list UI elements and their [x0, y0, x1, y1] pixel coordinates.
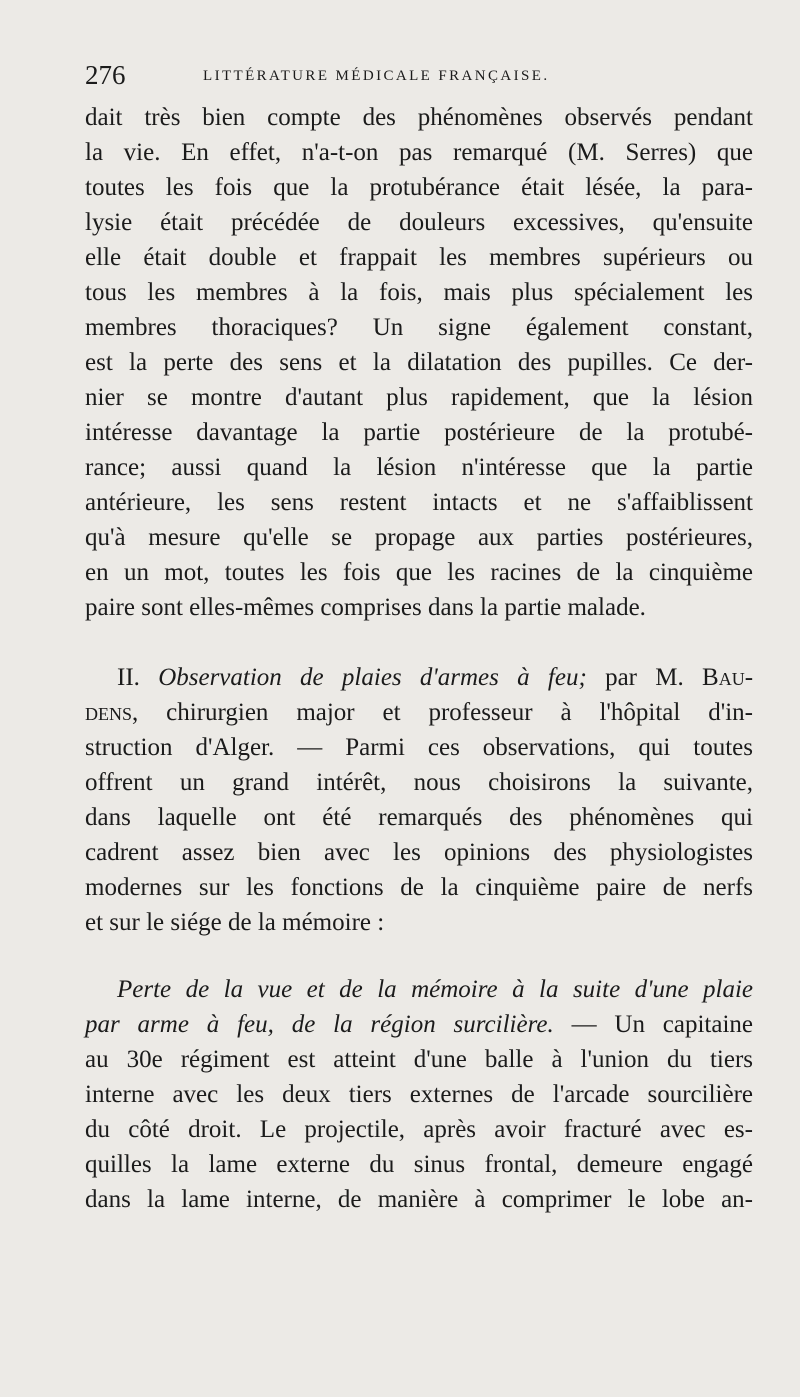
section-title: Observation de plaies d'armes à feu;	[158, 664, 587, 691]
text-line: et sur le siége de la mémoire :	[85, 909, 385, 936]
text-line	[85, 695, 753, 730]
paragraph-1	[85, 100, 753, 625]
text-line: interne avec les deux tiers externes de l'arcade sourcilière	[85, 1081, 753, 1108]
author-intro: par M.	[605, 664, 684, 691]
page-number: 276	[85, 60, 126, 90]
text-line: lysie était précédée de douleurs excessives, qu'ensuite	[85, 209, 753, 236]
paragraph-2	[85, 660, 753, 940]
text-line: au 30e régiment est atteint d'une balle à l'union du tiers	[85, 1046, 753, 1073]
author-affiliation: , chirurgien major et professeur à l'hôpital d'in-	[132, 699, 753, 726]
text-line: antérieure, les sens restent intacts et ne s'affaiblissent	[85, 489, 753, 516]
section-number: II.	[117, 664, 140, 691]
text-line: qu'à mesure qu'elle se propage aux parties postérieures,	[85, 524, 753, 551]
case-text-start: — Un capitaine	[553, 1011, 753, 1038]
text-line: elle était double et frappait les membres supérieurs ou	[85, 244, 753, 271]
text-line: du côté droit. Le projectile, après avoir fracturé avec es-	[85, 1116, 753, 1143]
text-line: est la perte des sens et la dilatation des pupilles. Ce der-	[85, 349, 753, 376]
text-line: paire sont elles-mêmes comprises dans la partie malade.	[85, 594, 646, 621]
text-line: offrent un grand intérêt, nous choisirons la suivante,	[85, 769, 753, 796]
text-line: intéresse davantage la partie postérieure de la protubé-	[85, 419, 753, 446]
text-line: membres thoraciques? Un signe également constant,	[85, 314, 753, 341]
text-line: en un mot, toutes les fois que les racines de la cinquième	[85, 559, 753, 586]
case-title-continued: par arme à feu, de la région surcilière.	[85, 1011, 554, 1038]
text-line: rance; aussi quand la lésion n'intéresse que la partie	[85, 454, 753, 481]
text-line: dait très bien compte des phénomènes observés pendant	[85, 104, 753, 131]
page-header	[85, 60, 745, 94]
author-name-part-2: dens	[85, 699, 133, 726]
author-name-part-1: Bau-	[702, 664, 754, 691]
text-line: nier se montre d'autant plus rapidement, que la lésion	[85, 384, 753, 411]
text-line: dans la lame interne, de manière à comprimer le lobe an-	[85, 1186, 753, 1213]
text-line: modernes sur les fonctions de la cinquième paire de nerfs	[85, 874, 753, 901]
text-line: struction d'Alger. — Parmi ces observations, qui toutes	[85, 734, 753, 761]
text-line: tous les membres à la fois, mais plus spécialement les	[85, 279, 753, 306]
paragraph-3	[85, 972, 753, 1217]
section-heading-line	[85, 660, 753, 695]
running-head: LITTÉRATURE MÉDICALE FRANÇAISE.	[203, 68, 550, 84]
text-line: quilles la lame externe du sinus frontal, demeure engagé	[85, 1151, 753, 1178]
text-line: dans laquelle ont été remarqués des phénomènes qui	[85, 804, 753, 831]
text-line	[85, 1007, 753, 1042]
text-line: cadrent assez bien avec les opinions des physiologistes	[85, 839, 753, 866]
text-line: la vie. En effet, n'a-t-on pas remarqué (M. Serres) que	[85, 139, 753, 166]
text-line: toutes les fois que la protubérance était lésée, la para-	[85, 174, 753, 201]
case-title-line: Perte de la vue et de la mémoire à la suite d'une plaie	[117, 976, 753, 1003]
